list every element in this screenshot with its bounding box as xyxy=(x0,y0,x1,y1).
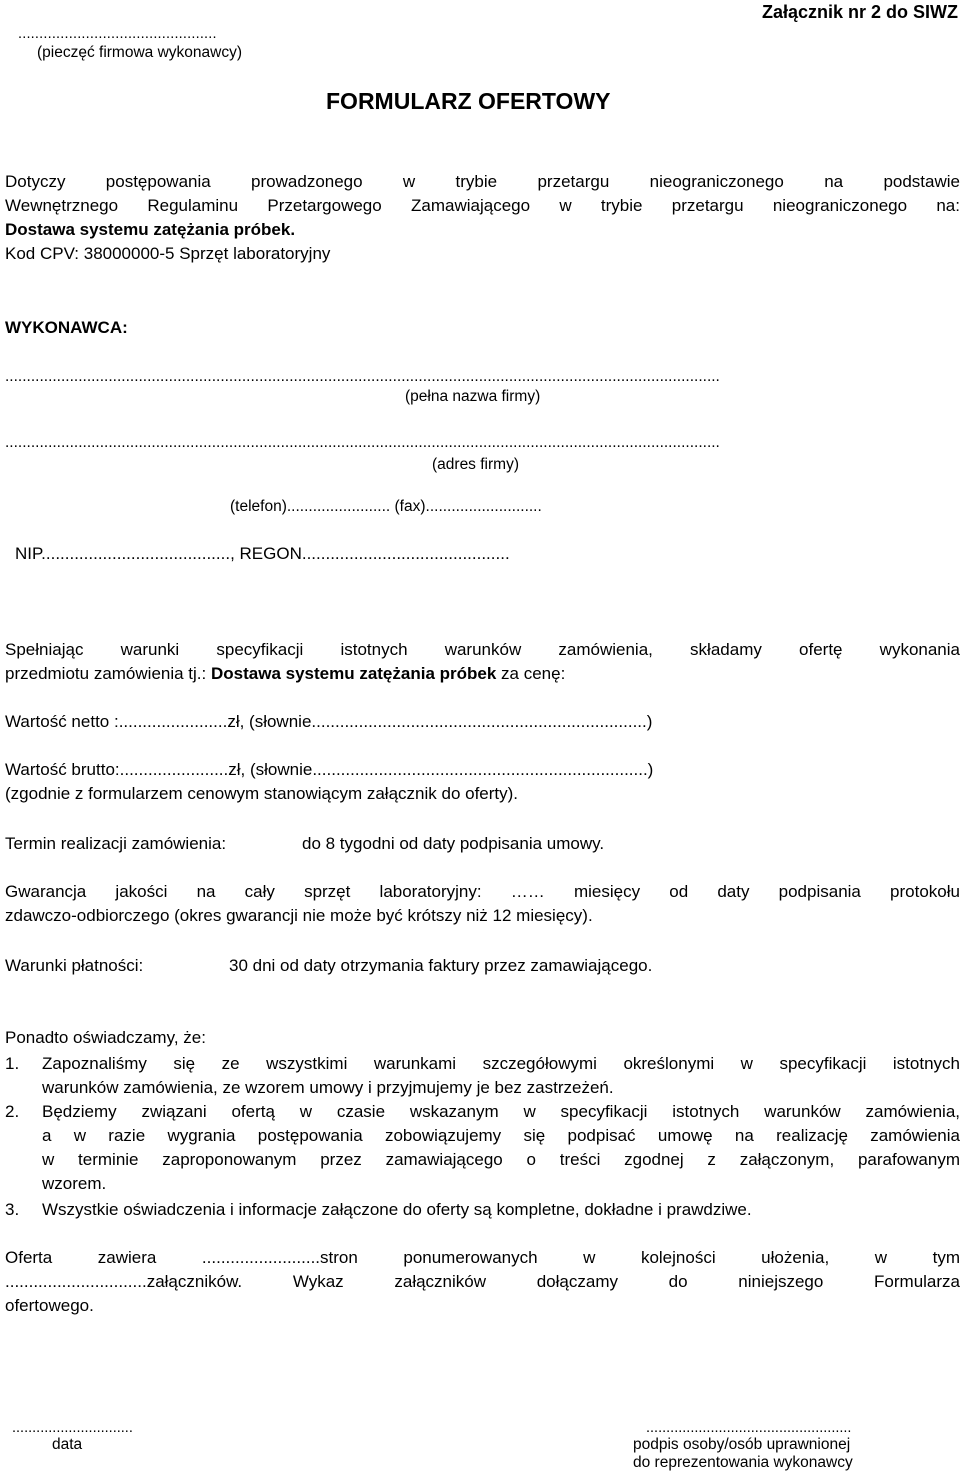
attachments-line-2: ..............................załączników. Wykaz załączników dołączamy do niniejszego Formularza xyxy=(5,1272,960,1291)
offer-line-2-suffix: za cenę: xyxy=(496,664,566,683)
declaration-line: wzorem. xyxy=(42,1174,107,1193)
company-address-label: (adres firmy) xyxy=(432,456,519,473)
company-address-dots: ...................................................................................................................................................................... xyxy=(5,434,720,451)
declaration-line: w terminie zaproponowanym przez zamawiającego o treści zgodnej z załączonym, parafowanym xyxy=(42,1150,960,1169)
offer-line-2 xyxy=(5,664,565,684)
date-dots: .............................. xyxy=(12,1420,133,1436)
declaration-line: a w razie wygrania postępowania zobowiązujemy się podpisać umowę na realizację zamówienia xyxy=(42,1126,960,1145)
annex-label: Załącznik nr 2 do SIWZ xyxy=(761,2,958,22)
page-title: FORMULARZ OFERTOWY xyxy=(326,88,611,114)
nip-regon-field: NIP........................................, REGON............................................ xyxy=(15,544,510,563)
deadline-value: do 8 tygodni od daty podpisania umowy. xyxy=(302,834,605,853)
attachments-line-3: ofertowego. xyxy=(5,1296,94,1315)
signature-dots: ................................................... xyxy=(646,1420,852,1436)
signature-label-2: do reprezentowania wykonawcy xyxy=(633,1454,853,1471)
declaration-number: 3. xyxy=(5,1200,20,1219)
gross-note: (zgodnie z formularzem cenowym stanowiącym załącznik do oferty). xyxy=(5,784,519,803)
intro-line-2: Wewnętrznego Regulaminu Przetargowego Zamawiającego w trybie przetargu nieograniczonego na: xyxy=(5,196,960,215)
declaration-item-3 xyxy=(5,1198,960,1222)
declaration-number: 1. xyxy=(5,1054,20,1073)
phone-fax-field: (telefon)........................ (fax)........................... xyxy=(230,498,542,515)
declaration-line: Będziemy związani ofertą w czasie wskazanym w specyfikacji istotnych warunków zamówienia, xyxy=(42,1102,960,1121)
stamp-label: (pieczęć firmowa wykonawcy) xyxy=(37,44,242,61)
cpv-code: Kod CPV: 38000000-5 Sprzęt laboratoryjny xyxy=(5,244,331,263)
declaration-line: Zapoznaliśmy się ze wszystkimi warunkami szczegółowymi określonymi w specyfikacji istotnych xyxy=(42,1054,960,1073)
declaration-item-1 xyxy=(5,1052,960,1100)
company-name-dots: ...................................................................................................................................................................... xyxy=(5,368,720,385)
stamp-dots: ............................................... xyxy=(18,26,217,42)
signature-label-1: podpis osoby/osób uprawnionej xyxy=(633,1436,851,1453)
warranty-line-2: zdawczo-odbiorczego (okres gwarancji nie może być krótszy niż 12 miesięcy). xyxy=(5,906,593,925)
intro-line-1: Dotyczy postępowania prowadzonego w trybie przetargu nieograniczonego na podstawie xyxy=(5,172,960,191)
gross-value-field: Wartość brutto:.......................zł, (słownie.......................................................................) xyxy=(5,760,654,779)
company-name-label: (pełna nazwa firmy) xyxy=(405,388,541,405)
payment-value: 30 dni od daty otrzymania faktury przez zamawiającego. xyxy=(229,956,653,975)
declaration-line: Wszystkie oświadczenia i informacje załączone do oferty są kompletne, dokładne i prawdziwe. xyxy=(42,1200,752,1219)
date-label: data xyxy=(52,1436,83,1453)
contractor-heading: WYKONAWCA: xyxy=(5,318,128,337)
declaration-item-2 xyxy=(5,1100,960,1196)
payment-label: Warunki płatności: xyxy=(5,956,144,975)
net-value-field: Wartość netto :.......................zł, (słownie.......................................................................) xyxy=(5,712,653,731)
declaration-number: 2. xyxy=(5,1102,20,1121)
offer-line-1: Spełniając warunki specyfikacji istotnych warunków zamówienia, składamy ofertę wykonania xyxy=(5,640,960,659)
attachments-line-1: Oferta zawiera .........................stron ponumerowanych w kolejności ułożenia, w tym xyxy=(5,1248,960,1267)
offer-line-2-prefix: przedmiotu zamówienia tj.: xyxy=(5,664,211,683)
declaration-line: warunków zamówienia, ze wzorem umowy i przyjmujemy je bez zastrzeżeń. xyxy=(42,1078,614,1097)
declarations-heading: Ponadto oświadczamy, że: xyxy=(5,1028,206,1047)
deadline-label: Termin realizacji zamówienia: xyxy=(5,834,227,853)
intro-subject: Dostawa systemu zatężania próbek. xyxy=(5,220,296,239)
offer-subject: Dostawa systemu zatężania próbek xyxy=(210,664,497,683)
warranty-line-1: Gwarancja jakości na cały sprzęt laboratoryjny: …… miesięcy od daty podpisania protokołu xyxy=(5,882,960,901)
